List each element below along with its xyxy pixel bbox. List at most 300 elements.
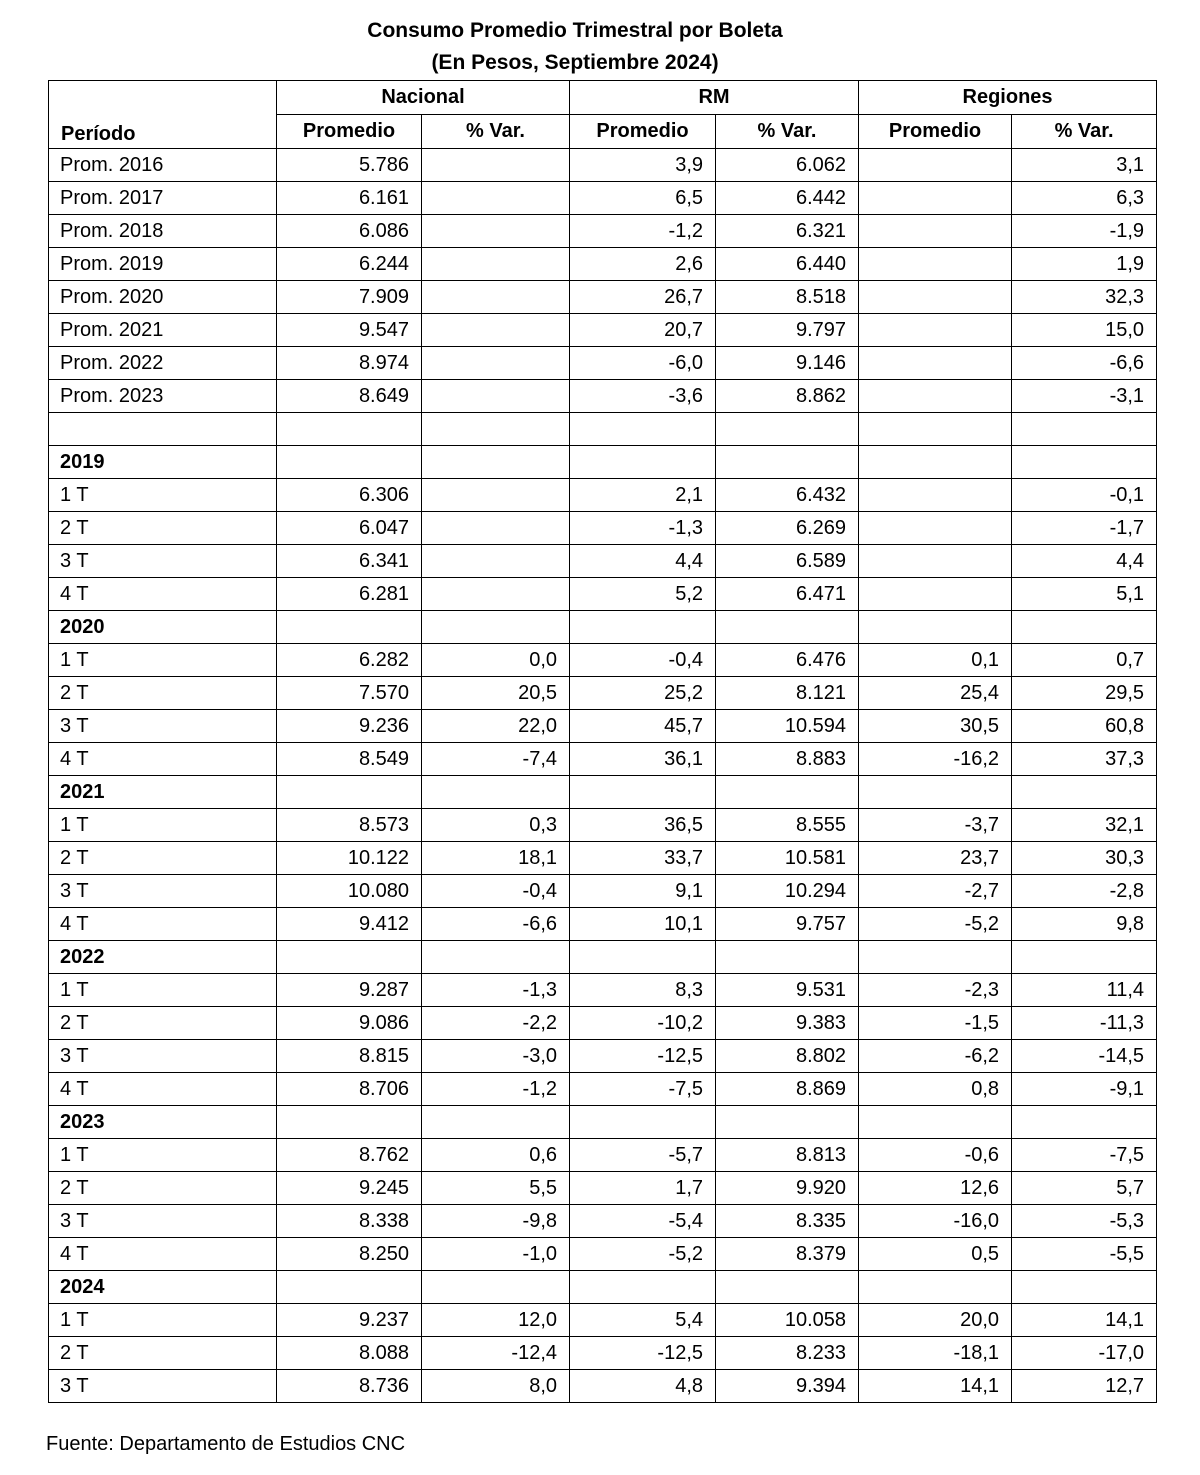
table-cell [859, 1271, 1012, 1304]
table-cell: 25,2 [570, 677, 716, 710]
table-cell [422, 1106, 570, 1139]
table-row [49, 479, 1157, 512]
table-cell: -16,2 [859, 743, 1012, 776]
table-cell: 9.383 [716, 1007, 859, 1040]
table-cell: 8.862 [716, 380, 859, 413]
table-cell: 9.920 [716, 1172, 859, 1205]
year-header-row [49, 941, 1157, 974]
row-label: 1 T [49, 1304, 277, 1337]
row-label: 3 T [49, 1040, 277, 1073]
table-cell [570, 941, 716, 974]
table-cell: 8.088 [277, 1337, 422, 1370]
table-cell: 6,3 [1012, 182, 1157, 215]
table-cell [716, 1106, 859, 1139]
table-cell [859, 248, 1012, 281]
table-cell: 8.233 [716, 1337, 859, 1370]
table-cell: 9.412 [277, 908, 422, 941]
row-label: 2022 [49, 941, 277, 974]
table-cell: -1,0 [422, 1238, 570, 1271]
table-cell: -17,0 [1012, 1337, 1157, 1370]
table-cell: 10,1 [570, 908, 716, 941]
row-label: 2019 [49, 446, 277, 479]
row-label: 2 T [49, 512, 277, 545]
table-cell [422, 347, 570, 380]
table-cell: 3,1 [1012, 149, 1157, 182]
table-cell: 29,5 [1012, 677, 1157, 710]
table-cell: 6.471 [716, 578, 859, 611]
row-label: 1 T [49, 974, 277, 1007]
table-row [49, 875, 1157, 908]
table-cell [422, 413, 570, 446]
table-cell: 8.762 [277, 1139, 422, 1172]
table-cell [570, 611, 716, 644]
table-cell: -12,5 [570, 1337, 716, 1370]
table-cell: 60,8 [1012, 710, 1157, 743]
table-row [49, 809, 1157, 842]
table-row [49, 1073, 1157, 1106]
table-cell: -2,7 [859, 875, 1012, 908]
table-cell [277, 941, 422, 974]
table-cell: 11,4 [1012, 974, 1157, 1007]
table-cell: 8,0 [422, 1370, 570, 1403]
table-cell: 33,7 [570, 842, 716, 875]
table-cell: 8.518 [716, 281, 859, 314]
table-row [49, 281, 1157, 314]
table-cell: 1,7 [570, 1172, 716, 1205]
table-cell: -6,2 [859, 1040, 1012, 1073]
table-cell: -0,6 [859, 1139, 1012, 1172]
table-row [49, 248, 1157, 281]
row-label: 1 T [49, 809, 277, 842]
row-label: Prom. 2019 [49, 248, 277, 281]
table-cell: 4,4 [570, 545, 716, 578]
table-cell [716, 1271, 859, 1304]
table-cell: 10.581 [716, 842, 859, 875]
table-cell [570, 1106, 716, 1139]
row-label: 4 T [49, 743, 277, 776]
table-cell [570, 446, 716, 479]
group-header-rm: RM [570, 81, 859, 115]
table-cell: -1,2 [570, 215, 716, 248]
row-label: 3 T [49, 1205, 277, 1238]
table-cell: 0,5 [859, 1238, 1012, 1271]
table-cell [859, 545, 1012, 578]
table-cell: 32,3 [1012, 281, 1157, 314]
table-cell: -6,0 [570, 347, 716, 380]
table-cell [422, 314, 570, 347]
table-row [49, 974, 1157, 1007]
table-cell: 30,5 [859, 710, 1012, 743]
table-cell: -0,4 [422, 875, 570, 908]
table-cell [422, 446, 570, 479]
table-cell: -3,7 [859, 809, 1012, 842]
table-cell: 12,7 [1012, 1370, 1157, 1403]
table-body [49, 149, 1157, 1403]
table-cell [1012, 413, 1157, 446]
table-subtitle: (En Pesos, Septiembre 2024) [431, 51, 719, 74]
table-cell: -11,3 [1012, 1007, 1157, 1040]
table-cell: 5,1 [1012, 578, 1157, 611]
table-cell [422, 941, 570, 974]
table-row [49, 149, 1157, 182]
group-header-regiones: Regiones [859, 81, 1157, 115]
table-row [49, 1238, 1157, 1271]
table-cell: 8.649 [277, 380, 422, 413]
table-cell [277, 413, 422, 446]
subheader-rm-promedio: Promedio [570, 115, 716, 149]
subheader-nacional-var: % Var. [422, 115, 570, 149]
table-cell: 20,5 [422, 677, 570, 710]
row-label: Prom. 2021 [49, 314, 277, 347]
table-row [49, 908, 1157, 941]
table-cell [859, 1106, 1012, 1139]
source-note: Fuente: Departamento de Estudios CNC [46, 1433, 406, 1455]
table-cell: -9,8 [422, 1205, 570, 1238]
table-cell: 23,7 [859, 842, 1012, 875]
table-cell: 8.549 [277, 743, 422, 776]
table-cell [277, 1106, 422, 1139]
table-cell [277, 776, 422, 809]
table-cell: 5,4 [570, 1304, 716, 1337]
row-label: 3 T [49, 875, 277, 908]
row-label: 3 T [49, 1370, 277, 1403]
table-row [49, 215, 1157, 248]
table-row [49, 644, 1157, 677]
table-cell: 14,1 [859, 1370, 1012, 1403]
table-cell: -6,6 [422, 908, 570, 941]
subheader-rm-var: % Var. [716, 115, 859, 149]
table-cell [859, 941, 1012, 974]
row-label: 2 T [49, 677, 277, 710]
table-title: Consumo Promedio Trimestral por Boleta [367, 19, 783, 42]
table-cell: -12,5 [570, 1040, 716, 1073]
table-cell [570, 413, 716, 446]
table-row [49, 545, 1157, 578]
row-label: 4 T [49, 578, 277, 611]
table-cell [422, 215, 570, 248]
row-label: 2 T [49, 842, 277, 875]
table-row [49, 677, 1157, 710]
table-cell [422, 512, 570, 545]
table-cell: 9.237 [277, 1304, 422, 1337]
table-cell: -1,9 [1012, 215, 1157, 248]
table-cell: 4,8 [570, 1370, 716, 1403]
table-cell: -7,5 [1012, 1139, 1157, 1172]
table-row [49, 1172, 1157, 1205]
spacer-row [49, 413, 1157, 446]
table-cell [716, 413, 859, 446]
table-cell: 6.589 [716, 545, 859, 578]
table-cell: 36,5 [570, 809, 716, 842]
table-cell: -16,0 [859, 1205, 1012, 1238]
table-row [49, 1139, 1157, 1172]
table-cell: 20,7 [570, 314, 716, 347]
table-cell: 8.736 [277, 1370, 422, 1403]
period-header-top [49, 81, 277, 115]
table-cell [422, 611, 570, 644]
row-label: 1 T [49, 644, 277, 677]
table-cell: 12,6 [859, 1172, 1012, 1205]
table-row [49, 578, 1157, 611]
table-cell: 8.815 [277, 1040, 422, 1073]
table-cell [716, 776, 859, 809]
table-cell [859, 776, 1012, 809]
table-cell: 6.086 [277, 215, 422, 248]
table-cell: 6.269 [716, 512, 859, 545]
consumption-table [48, 80, 1157, 1403]
table-cell [859, 347, 1012, 380]
table-cell [422, 380, 570, 413]
row-label: 2020 [49, 611, 277, 644]
table-cell: -9,1 [1012, 1073, 1157, 1106]
row-label: 2023 [49, 1106, 277, 1139]
row-label: 2 T [49, 1172, 277, 1205]
table-row [49, 182, 1157, 215]
table-cell: 7.909 [277, 281, 422, 314]
table-cell: 6.281 [277, 578, 422, 611]
row-label: 3 T [49, 545, 277, 578]
table-cell: 0,1 [859, 644, 1012, 677]
table-cell: 6.306 [277, 479, 422, 512]
table-cell: 8.869 [716, 1073, 859, 1106]
table-cell: -1,3 [570, 512, 716, 545]
year-header-row [49, 1271, 1157, 1304]
table-cell [859, 446, 1012, 479]
table-cell [422, 578, 570, 611]
table-cell: 6.161 [277, 182, 422, 215]
table-cell: -5,5 [1012, 1238, 1157, 1271]
table-cell [716, 611, 859, 644]
table-cell: 8.379 [716, 1238, 859, 1271]
table-cell: -10,2 [570, 1007, 716, 1040]
table-cell [859, 149, 1012, 182]
table-cell: -3,0 [422, 1040, 570, 1073]
table-row [49, 842, 1157, 875]
table-cell: 22,0 [422, 710, 570, 743]
table-cell: 8.573 [277, 809, 422, 842]
table-cell: 9.547 [277, 314, 422, 347]
table-row [49, 743, 1157, 776]
table-row [49, 1337, 1157, 1370]
table-cell [277, 446, 422, 479]
table-cell: -14,5 [1012, 1040, 1157, 1073]
table-cell: 4,4 [1012, 545, 1157, 578]
table-cell: -3,1 [1012, 380, 1157, 413]
table-cell [422, 479, 570, 512]
table-cell: 0,8 [859, 1073, 1012, 1106]
table-row [49, 314, 1157, 347]
table-cell: 6.321 [716, 215, 859, 248]
table-cell: -1,3 [422, 974, 570, 1007]
table-cell: 14,1 [1012, 1304, 1157, 1337]
year-header-row [49, 776, 1157, 809]
table-cell [1012, 1271, 1157, 1304]
row-label: Prom. 2017 [49, 182, 277, 215]
table-cell: 9.757 [716, 908, 859, 941]
header-row-subcolumns [49, 115, 1157, 149]
table-cell: -2,8 [1012, 875, 1157, 908]
table-cell: 9.236 [277, 710, 422, 743]
table-cell: 8.338 [277, 1205, 422, 1238]
row-label: 4 T [49, 1238, 277, 1271]
table-cell [716, 941, 859, 974]
table-cell: 2,6 [570, 248, 716, 281]
row-label: Prom. 2020 [49, 281, 277, 314]
table-cell: 5.786 [277, 149, 422, 182]
row-label: 1 T [49, 1139, 277, 1172]
table-cell: 0,3 [422, 809, 570, 842]
table-cell: 5,5 [422, 1172, 570, 1205]
table-cell: 8.250 [277, 1238, 422, 1271]
table-cell: 9.245 [277, 1172, 422, 1205]
row-label: 4 T [49, 908, 277, 941]
table-cell: 20,0 [859, 1304, 1012, 1337]
table-cell: 0,6 [422, 1139, 570, 1172]
table-cell: 2,1 [570, 479, 716, 512]
table-cell [1012, 1106, 1157, 1139]
table-cell: 3,9 [570, 149, 716, 182]
subheader-nacional-promedio: Promedio [277, 115, 422, 149]
table-cell: -5,4 [570, 1205, 716, 1238]
table-cell: 10.058 [716, 1304, 859, 1337]
subheader-regiones-promedio: Promedio [859, 115, 1012, 149]
row-label: 2 T [49, 1007, 277, 1040]
table-cell: 6.244 [277, 248, 422, 281]
table-cell: -0,4 [570, 644, 716, 677]
table-cell [859, 578, 1012, 611]
table-cell [422, 1271, 570, 1304]
table-cell: 9,1 [570, 875, 716, 908]
table-cell: 5,2 [570, 578, 716, 611]
table-cell [422, 248, 570, 281]
table-cell: 10.294 [716, 875, 859, 908]
row-label: 2 T [49, 1337, 277, 1370]
table-cell: -5,2 [859, 908, 1012, 941]
table-cell: 9.086 [277, 1007, 422, 1040]
table-cell [1012, 446, 1157, 479]
row-label: Prom. 2016 [49, 149, 277, 182]
table-cell: -2,2 [422, 1007, 570, 1040]
group-header-nacional: Nacional [277, 81, 570, 115]
table-cell: 6.440 [716, 248, 859, 281]
table-cell: 15,0 [1012, 314, 1157, 347]
table-cell: 9.394 [716, 1370, 859, 1403]
table-cell: 8.883 [716, 743, 859, 776]
table-cell: 5,7 [1012, 1172, 1157, 1205]
table-cell [859, 512, 1012, 545]
table-cell: -5,7 [570, 1139, 716, 1172]
table-cell: 6.442 [716, 182, 859, 215]
table-cell: 6.341 [277, 545, 422, 578]
table-cell [859, 314, 1012, 347]
table-cell: 8.813 [716, 1139, 859, 1172]
table-cell: 6.432 [716, 479, 859, 512]
table-cell: 32,1 [1012, 809, 1157, 842]
table-cell: -1,2 [422, 1073, 570, 1106]
table-row [49, 1040, 1157, 1073]
table-cell [422, 776, 570, 809]
table-cell: -0,1 [1012, 479, 1157, 512]
table-cell: 9.287 [277, 974, 422, 1007]
table-cell [277, 1271, 422, 1304]
table-cell: 12,0 [422, 1304, 570, 1337]
table-cell [859, 413, 1012, 446]
row-label: 4 T [49, 1073, 277, 1106]
table-cell: 0,7 [1012, 644, 1157, 677]
table-row [49, 1304, 1157, 1337]
table-cell: 10.122 [277, 842, 422, 875]
table-cell: 8.802 [716, 1040, 859, 1073]
table-row [49, 512, 1157, 545]
table-cell: 8.555 [716, 809, 859, 842]
table-cell: 10.594 [716, 710, 859, 743]
year-header-row [49, 446, 1157, 479]
table-cell: 18,1 [422, 842, 570, 875]
table-cell: 6.476 [716, 644, 859, 677]
table-cell: -5,2 [570, 1238, 716, 1271]
row-label: 1 T [49, 479, 277, 512]
year-header-row [49, 611, 1157, 644]
table-cell: 9,8 [1012, 908, 1157, 941]
period-header: Período [49, 115, 277, 149]
table-cell [859, 215, 1012, 248]
year-header-row [49, 1106, 1157, 1139]
table-cell: -7,4 [422, 743, 570, 776]
table-cell: -7,5 [570, 1073, 716, 1106]
table-cell [1012, 941, 1157, 974]
table-cell: 9.797 [716, 314, 859, 347]
table-cell: -12,4 [422, 1337, 570, 1370]
header-row-groups [49, 81, 1157, 115]
table-cell: -5,3 [1012, 1205, 1157, 1238]
table-cell: -18,1 [859, 1337, 1012, 1370]
table-cell: 9.531 [716, 974, 859, 1007]
table-cell [859, 611, 1012, 644]
table-cell: 8.974 [277, 347, 422, 380]
table-cell: 10.080 [277, 875, 422, 908]
row-label: 2024 [49, 1271, 277, 1304]
row-label: 3 T [49, 710, 277, 743]
table-cell: 6.062 [716, 149, 859, 182]
table-row [49, 1370, 1157, 1403]
table-cell [277, 611, 422, 644]
table-cell: -2,3 [859, 974, 1012, 1007]
table-cell: 6.047 [277, 512, 422, 545]
table-cell [422, 182, 570, 215]
row-label: Prom. 2023 [49, 380, 277, 413]
row-label: 2021 [49, 776, 277, 809]
table-cell: -3,6 [570, 380, 716, 413]
table-cell [422, 545, 570, 578]
table-cell: 25,4 [859, 677, 1012, 710]
table-cell: -1,5 [859, 1007, 1012, 1040]
table-cell: 6.282 [277, 644, 422, 677]
table-cell [570, 776, 716, 809]
table-cell: 8,3 [570, 974, 716, 1007]
table-cell: 37,3 [1012, 743, 1157, 776]
table-cell: 6,5 [570, 182, 716, 215]
table-cell [859, 281, 1012, 314]
table-cell: 0,0 [422, 644, 570, 677]
table-cell: 8.706 [277, 1073, 422, 1106]
table-cell: 36,1 [570, 743, 716, 776]
table-cell [422, 149, 570, 182]
table-row [49, 347, 1157, 380]
table-cell: 9.146 [716, 347, 859, 380]
table-row [49, 380, 1157, 413]
table-cell [716, 446, 859, 479]
table-cell [422, 281, 570, 314]
